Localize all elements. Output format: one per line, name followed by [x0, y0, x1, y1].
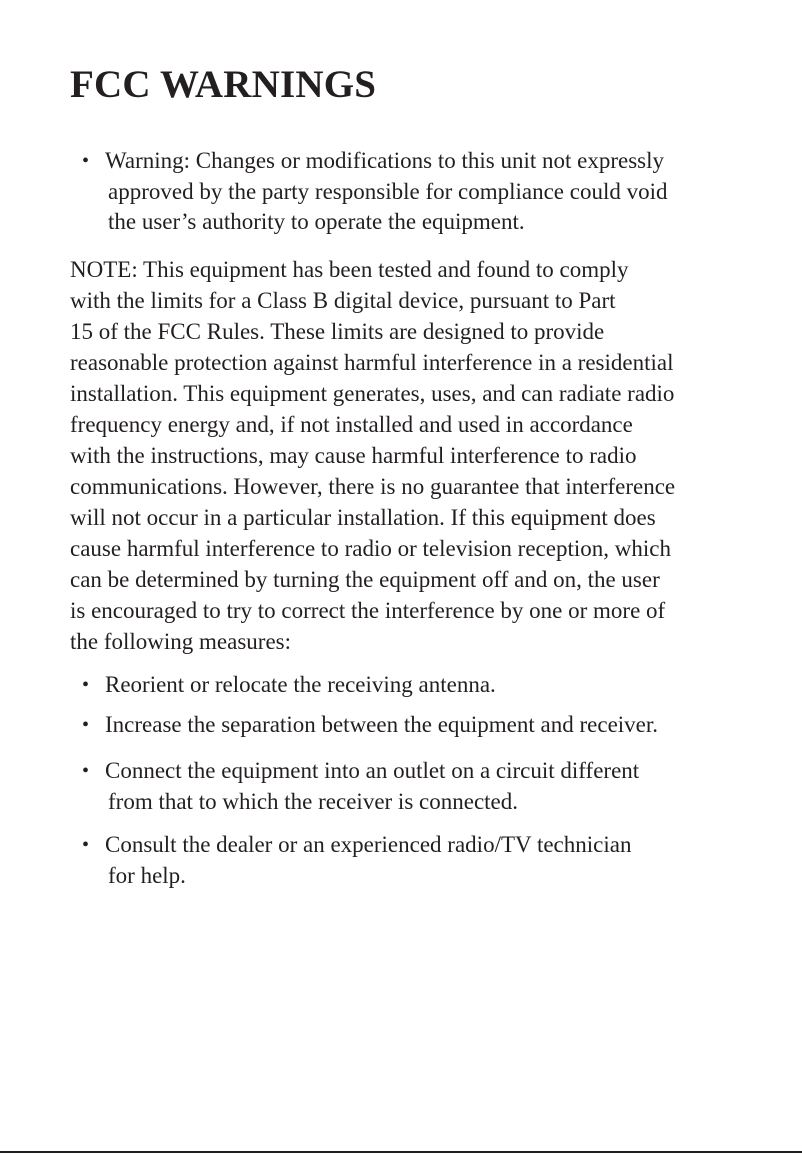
note-line: frequency energy and, if not installed and used in accordance [70, 412, 633, 437]
note-line: the following measures: [70, 629, 292, 654]
warning-bullet [82, 146, 772, 238]
bullet-dot: • [82, 714, 90, 736]
note-line: with the limits for a Class B digital device, pursuant to Part [70, 288, 616, 313]
measure-line: from that to which the receiver is connected. [108, 788, 519, 814]
note-line: communications. However, there is no guarantee that interference [70, 474, 676, 499]
measure-line: Consult the dealer or an experienced radio/TV technician [105, 832, 632, 857]
bullet-dot: • [82, 834, 90, 856]
measure-item-reorient [82, 670, 772, 701]
measure-item-outlet [82, 756, 772, 817]
measure-item-separation [82, 710, 772, 741]
note-line: cause harmful interference to radio or television reception, which [70, 536, 671, 561]
warning-line: approved by the party responsible for compliance could void [108, 178, 668, 204]
bullet-dot: • [82, 674, 90, 696]
bullet-dot: • [82, 760, 90, 782]
note-line: 15 of the FCC Rules. These limits are designed to provide [70, 319, 605, 344]
note-line: installation. This equipment generates, uses, and can radiate radio [70, 381, 675, 406]
bottom-divider [0, 1151, 802, 1153]
bullet-dot: • [82, 150, 90, 172]
note-line: NOTE: This equipment has been tested and found to comply [70, 257, 629, 282]
warning-line: the user’s authority to operate the equipment. [108, 209, 525, 234]
note-line: is encouraged to try to correct the interference by one or more of [70, 598, 666, 623]
measure-line: Increase the separation between the equipment and receiver. [105, 712, 659, 737]
note-line: with the instructions, may cause harmful interference to radio [70, 443, 637, 468]
note-line: can be determined by turning the equipment off and on, the user [70, 567, 660, 592]
measure-line: for help. [108, 862, 186, 888]
measure-line: Reorient or relocate the receiving antenna. [105, 672, 496, 697]
note-line: will not occur in a particular installation. If this equipment does [70, 505, 656, 530]
warning-line: Warning: Changes or modifications to this unit not expressly [105, 148, 665, 173]
note-line: reasonable protection against harmful interference in a residential [70, 350, 674, 375]
page-title: FCC WARNINGS [70, 63, 377, 106]
measure-line: Connect the equipment into an outlet on a circuit different [105, 758, 640, 783]
note-paragraph [70, 254, 770, 657]
measure-item-consult [82, 830, 772, 891]
